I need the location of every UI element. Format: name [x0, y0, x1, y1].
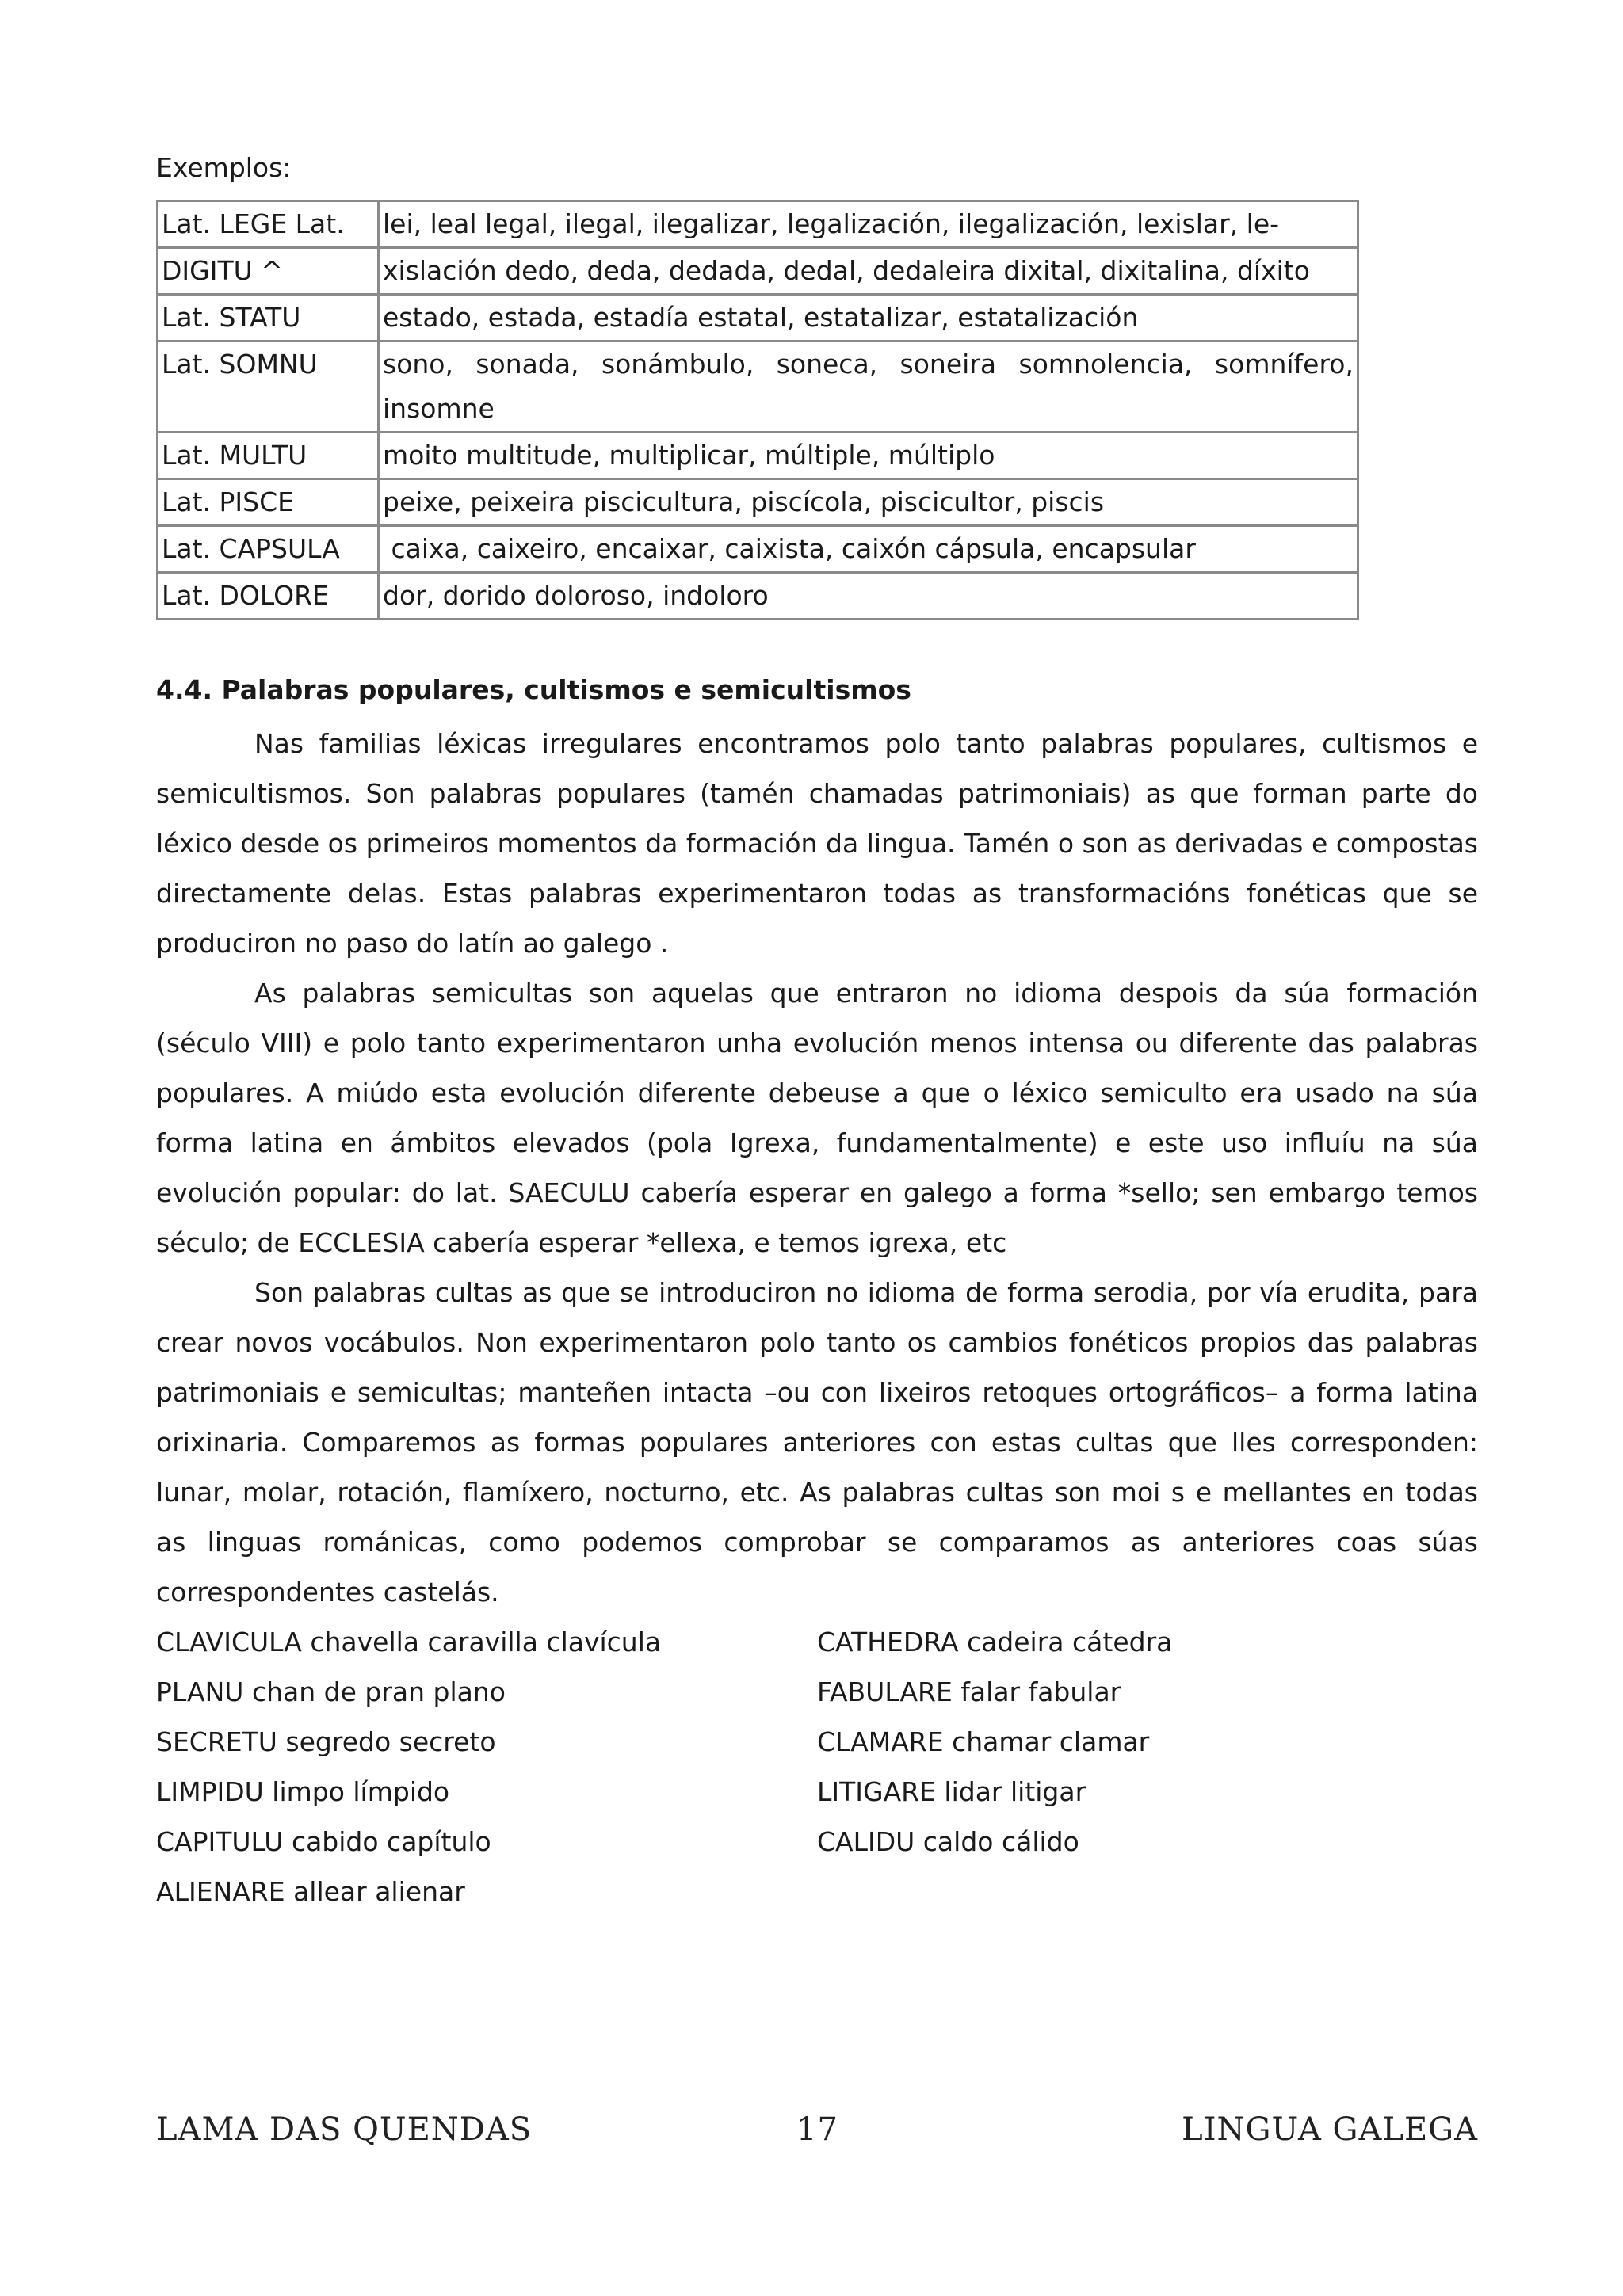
latin-cell: Lat. LEGE Lat. [158, 201, 379, 248]
list-item: LITIGARE lidar litigar [817, 1776, 1086, 1807]
latin-cell: DIGITU ^ [158, 248, 379, 295]
table-row [158, 295, 1358, 341]
derived-cell: moito multitude, multiplicar, múltiple, múltiplo [379, 433, 1358, 479]
derived-cell: lei, leal legal, ilegal, ilegalizar, legalización, ilegalización, lexislar, le- [379, 201, 1358, 248]
table-row [158, 341, 1358, 433]
list-item: PLANU chan de pran plano [156, 1676, 506, 1707]
list-item: CALIDU caldo cálido [817, 1826, 1079, 1857]
paragraph: Nas familias léxicas irregulares encontramos polo tanto palabras populares, cultismos e semicultismos. Son palabras populares (tamén chamadas patrimoniais) as que forman parte do léxico desde os primeiros momentos da formación da lingua. Tamén o son as derivadas e compostas directamente delas. Estas palabras experimentaron todas as transformacións fonéticas que se produciron no paso do latín ao galego . [156, 728, 1478, 959]
page-footer [156, 2111, 1478, 2159]
word-pairs-list [156, 1617, 1478, 1917]
latin-cell: Lat. STATU [158, 295, 379, 341]
list-item: FABULARE falar fabular [817, 1676, 1121, 1707]
list-item: SECRETU segredo secreto [156, 1726, 496, 1757]
footer-right: LINGUA GALEGA [1182, 2111, 1478, 2148]
latin-cell: Lat. DOLORE [158, 573, 379, 620]
list-item: ALIENARE allear alienar [156, 1876, 465, 1907]
intro-label: Exemplos: [156, 152, 292, 183]
list-item: CLAVICULA chavella caravilla clavícula [156, 1627, 662, 1657]
table-row [158, 573, 1358, 620]
list-item: LIMPIDU limpo límpido [156, 1776, 450, 1807]
derived-cell: sono, sonada, sonámbulo, soneca, soneira somnolencia, somnífero, insomne [379, 341, 1358, 433]
derived-cell: xislación dedo, deda, dedada, dedal, dedaleira dixital, dixitalina, díxito [379, 248, 1358, 295]
table-row [158, 479, 1358, 526]
table-row [158, 526, 1358, 573]
latin-cell: Lat. PISCE [158, 479, 379, 526]
paragraph: Son palabras cultas as que se introduciron no idioma de forma serodia, por vía erudita, para crear novos vocábulos. Non experimentaron polo tanto os cambios fonéticos propios das palabras patrimoniais e semicultas; manteñen intacta –ou con lixeiros retoques ortográficos– a forma latina orixinaria. Comparemos as formas populares anteriores con estas cultas que lles corresponden: lunar, molar, rotación, flamíxero, nocturno, etc. As palabras cultas son moi s e mellantes en todas as linguas románicas, como podemos comprobar se comparamos as anteriores coas súas correspondentes castelás. [156, 1277, 1478, 1608]
lexical-families-table [156, 200, 1359, 620]
page-number: 17 [796, 2111, 838, 2148]
page-content [156, 151, 1478, 1917]
latin-cell: Lat. MULTU [158, 433, 379, 479]
table-row [158, 201, 1358, 248]
footer-left: LAMA DAS QUENDAS [156, 2111, 533, 2148]
derived-cell: estado, estada, estadía estatal, estatalizar, estatalización [379, 295, 1358, 341]
derived-cell: peixe, peixeira piscicultura, piscícola, piscicultor, piscis [379, 479, 1358, 526]
table-row [158, 433, 1358, 479]
derived-cell: dor, dorido doloroso, indoloro [379, 573, 1358, 620]
derived-cell: caixa, caixeiro, encaixar, caixista, caixón cápsula, encapsular [379, 526, 1358, 573]
list-item: CAPITULU cabido capítulo [156, 1826, 491, 1857]
paragraph: As palabras semicultas son aquelas que entraron no idioma despois da súa formación (século VIII) e polo tanto experimentaron unha evolución menos intensa ou diferente das palabras populares. A miúdo esta evolución diferente debeuse a que o léxico semiculto era usado na súa forma latina en ámbitos elevados (pola Igrexa, fundamentalmente) e este uso influíu na súa evolución popular: do lat. SAECULU cabería esperar en galego a forma *sello; sen embargo temos século; de ECCLESIA cabería esperar *ellexa, e temos igrexa, etc [156, 978, 1478, 1258]
list-item: CATHEDRA cadeira cátedra [817, 1627, 1173, 1657]
latin-cell: Lat. SOMNU [158, 341, 379, 433]
section-heading: 4.4. Palabras populares, cultismos e semicultismos [156, 674, 911, 705]
latin-cell: Lat. CAPSULA [158, 526, 379, 573]
list-item [817, 1867, 1478, 1917]
table-row [158, 248, 1358, 295]
list-item: CLAMARE chamar clamar [817, 1726, 1150, 1757]
